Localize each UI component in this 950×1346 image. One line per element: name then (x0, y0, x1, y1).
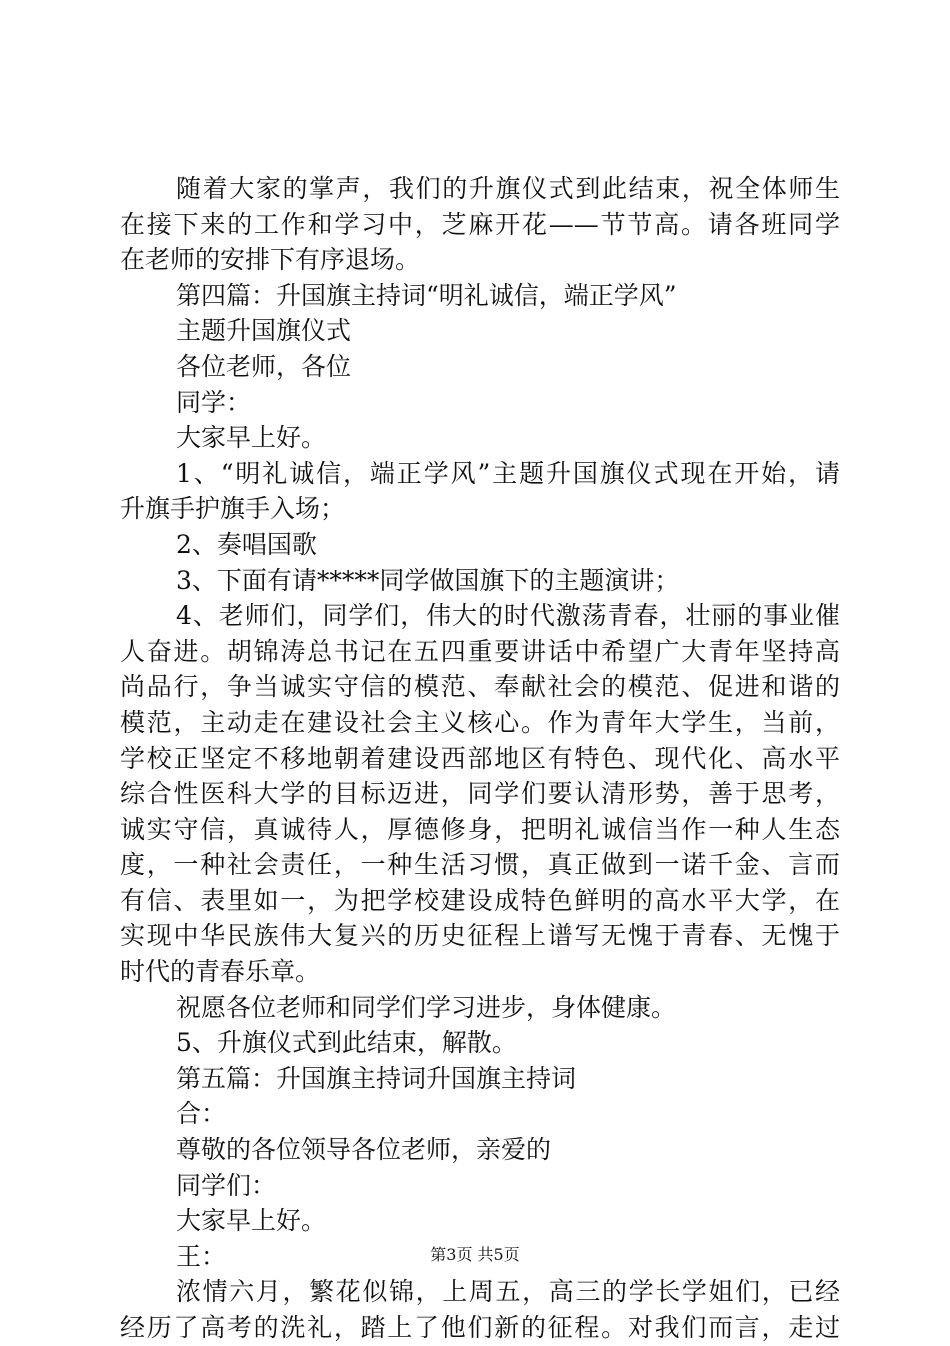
paragraph-line: 学校正坚定不移地朝着建设西部地区有特色、现代化、高水平 (120, 743, 840, 773)
document-body (120, 171, 840, 1346)
paragraph-line: 大家早上好。 (176, 423, 327, 453)
paragraph-line: 同学： (176, 387, 252, 417)
paragraph-line: 同学们： (176, 1170, 277, 1200)
paragraph-line: 综合性医科大学的目标迈进，同学们要认清形势，善于思考， (120, 779, 840, 809)
paragraph-line: 各位老师，各位 (176, 351, 352, 381)
page-number: 第3页 共5页 (430, 1245, 520, 1264)
paragraph-line: 4、老师们，同学们，伟大的时代激荡青春，壮丽的事业催 (176, 601, 840, 631)
paragraph-line: 诚实守信，真诚待人，厚德修身，把明礼诚信当作一种人生态 (120, 814, 840, 844)
paragraph-line: 5、升旗仪式到此结束，解散。 (176, 1028, 517, 1058)
paragraph-line: 祝愿各位老师和同学们学习进步，身体健康。 (176, 992, 677, 1022)
paragraph-line: 模范，主动走在建设社会主义核心。作为青年大学生，当前， (120, 707, 840, 737)
section-heading: 第五篇：升国旗主持词升国旗主持词 (176, 1063, 577, 1093)
paragraph-line: 合： (176, 1099, 227, 1129)
paragraph-line: 尊敬的各位领导各位老师，亲爱的 (176, 1135, 552, 1165)
paragraph-line: 大家早上好。 (176, 1206, 327, 1236)
paragraph-line: 在老师的安排下有序退场。 (120, 245, 421, 275)
paragraph-line: 升旗手护旗手入场； (120, 494, 346, 524)
paragraph-line: 在接下来的工作和学习中，芝麻开花——节节高。请各班同学 (120, 209, 840, 239)
paragraph-line: 经历了高考的洗礼，踏上了他们新的征程。对我们而言，走过 (120, 1313, 840, 1342)
paragraph-line: 3、下面有请*****同学做国旗下的主题演讲； (176, 565, 680, 595)
paragraph-line: 王： (176, 1241, 227, 1271)
paragraph-line: 浓情六月，繁花似锦，上周五，高三的学长学姐们，已经 (176, 1277, 840, 1307)
paragraph-line: 2、奏唱国歌 (176, 529, 317, 559)
paragraph-line: 人奋进。胡锦涛总书记在五四重要讲话中希望广大青年坚持高 (120, 636, 840, 666)
paragraph-line: 有信、表里如一，为把学校建设成特色鲜明的高水平大学，在 (120, 885, 840, 915)
section-heading: 第四篇：升国旗主持词“明礼诚信，端正学风” (176, 280, 677, 310)
paragraph-line: 时代的青春乐章。 (120, 957, 321, 987)
page-footer (0, 1244, 950, 1266)
paragraph-line: 尚品行，争当诚实守信的模范、奉献社会的模范、促进和谐的 (120, 672, 840, 702)
paragraph-line: 1、“明礼诚信，端正学风”主题升国旗仪式现在开始，请 (176, 458, 840, 488)
paragraph-line: 实现中华民族伟大复兴的历史征程上谱写无愧于青春、无愧于 (120, 921, 840, 951)
paragraph-line: 随着大家的掌声，我们的升旗仪式到此结束，祝全体师生 (176, 174, 840, 203)
paragraph-line: 度，一种社会责任，一种生活习惯，真正做到一诺千金、言而 (120, 850, 840, 880)
paragraph-line: 主题升国旗仪式 (176, 316, 352, 346)
